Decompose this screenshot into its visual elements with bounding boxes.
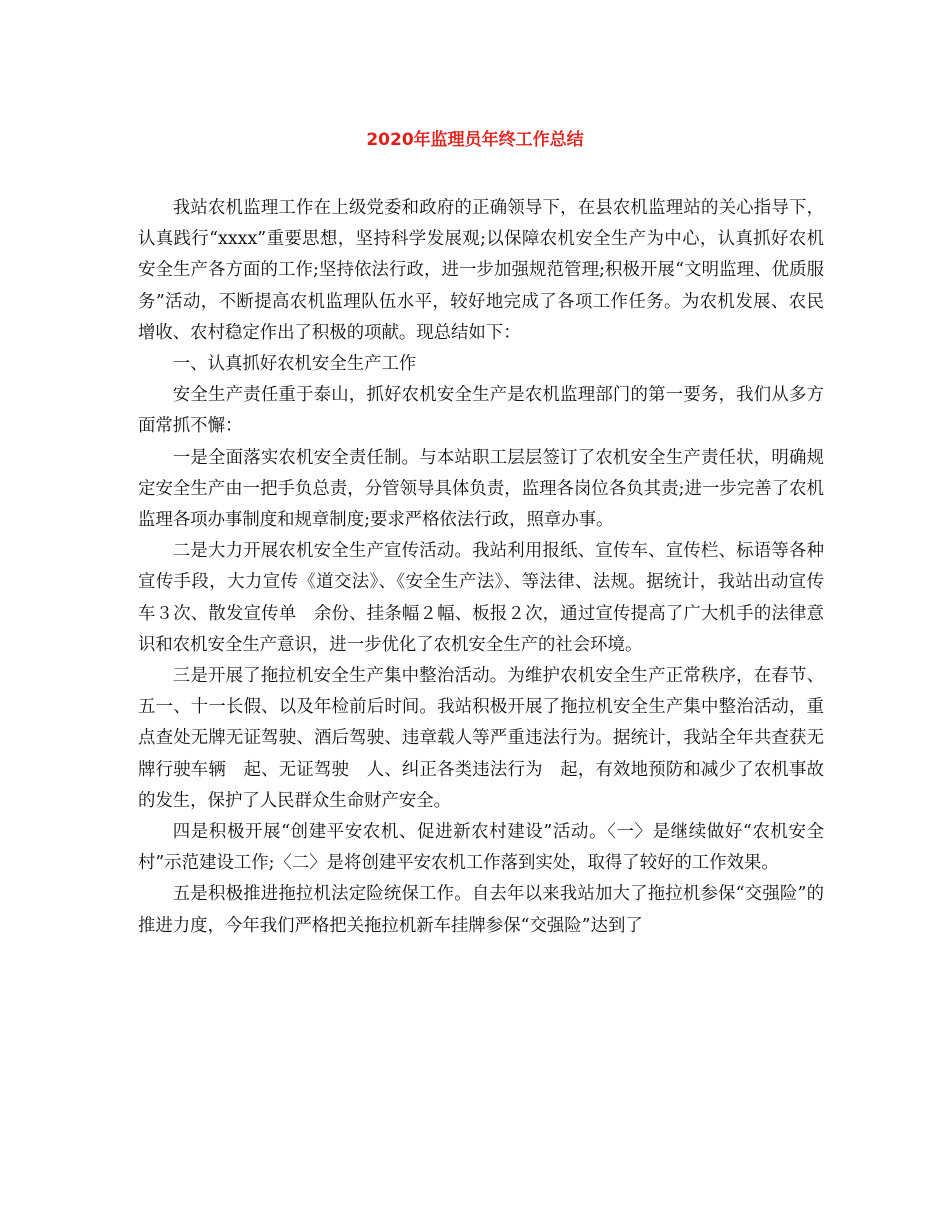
paragraph-item-1: 一是全面落实农机安全责任制。与本站职工层层签订了农机安全生产责任状，明确规定安全生产由一把手负总责，分管领导具体负责，监理各岗位各负其责;进一步完善了农机监理各项办事制度和规章制度;要求严格依法行政，照章办事。	[138, 447, 824, 531]
section-heading: 一、认真抓好农机安全生产工作	[172, 354, 417, 375]
paragraph-item-5: 五是积极推进拖拉机法定险统保工作。自去年以来我站加大了拖拉机参保“交强险”的推进力度，今年我们严格把关拖拉机新车挂牌参保“交强险”达到了	[138, 884, 824, 936]
paragraph-item-3: 三是开展了拖拉机安全生产集中整治活动。为维护农机安全生产正常秩序，在春节、五一、十一长假、以及年检前后时间。我站积极开展了拖拉机安全生产集中整治活动，重点查处无牌无证驾驶、酒后驾驶、违章载人等严重违法行为。据统计，我站全年共查获无牌行驶车辆 起、无证驾驶 人、纠正各类违法行为 起，有效地预防和减少了农机事故的发生，保护了人民群众生命财产安全。	[138, 666, 824, 811]
document-title: 2020年监理员年终工作总结	[366, 130, 584, 150]
document-body	[138, 193, 824, 942]
paragraph-item-4: 四是积极开展“创建平安农机、促进新农村建设”活动。〈一〉是继续做好“农机安全村”示范建设工作;〈二〉是将创建平安农机工作落到实处，取得了较好的工作效果。	[138, 822, 824, 874]
paragraph-intro: 我站农机监理工作在上级党委和政府的正确领导下，在县农机监理站的关心指导下，认真践行“xxxx”重要思想，坚持科学发展观;以保障农机安全生产为中心，认真抓好农机安全生产各方面的工作;坚持依法行政，进一步加强规范管理;积极开展“文明监理、优质服务”活动，不断提高农机监理队伍水平，较好地完成了各项工作任务。为农机发展、农民增收、农村稳定作出了积极的项献。现总结如下：	[138, 198, 824, 343]
paragraph-item-2: 二是大力开展农机安全生产宣传活动。我站利用报纸、宣传车、宣传栏、标语等各种宣传手段，大力宣传《道交法》、《安全生产法》、等法律、法规。据统计，我站出动宣传车３次、散发宣传单 余份、挂条幅２幅、板报２次，通过宣传提高了广大机手的法律意识和农机安全生产意识，进一步优化了农机安全生产的社会环境。	[138, 541, 824, 655]
paragraph-safety-overview: 安全生产责任重于泰山，抓好农机安全生产是农机监理部门的第一要务，我们从多方面常抓不懈：	[138, 385, 824, 437]
